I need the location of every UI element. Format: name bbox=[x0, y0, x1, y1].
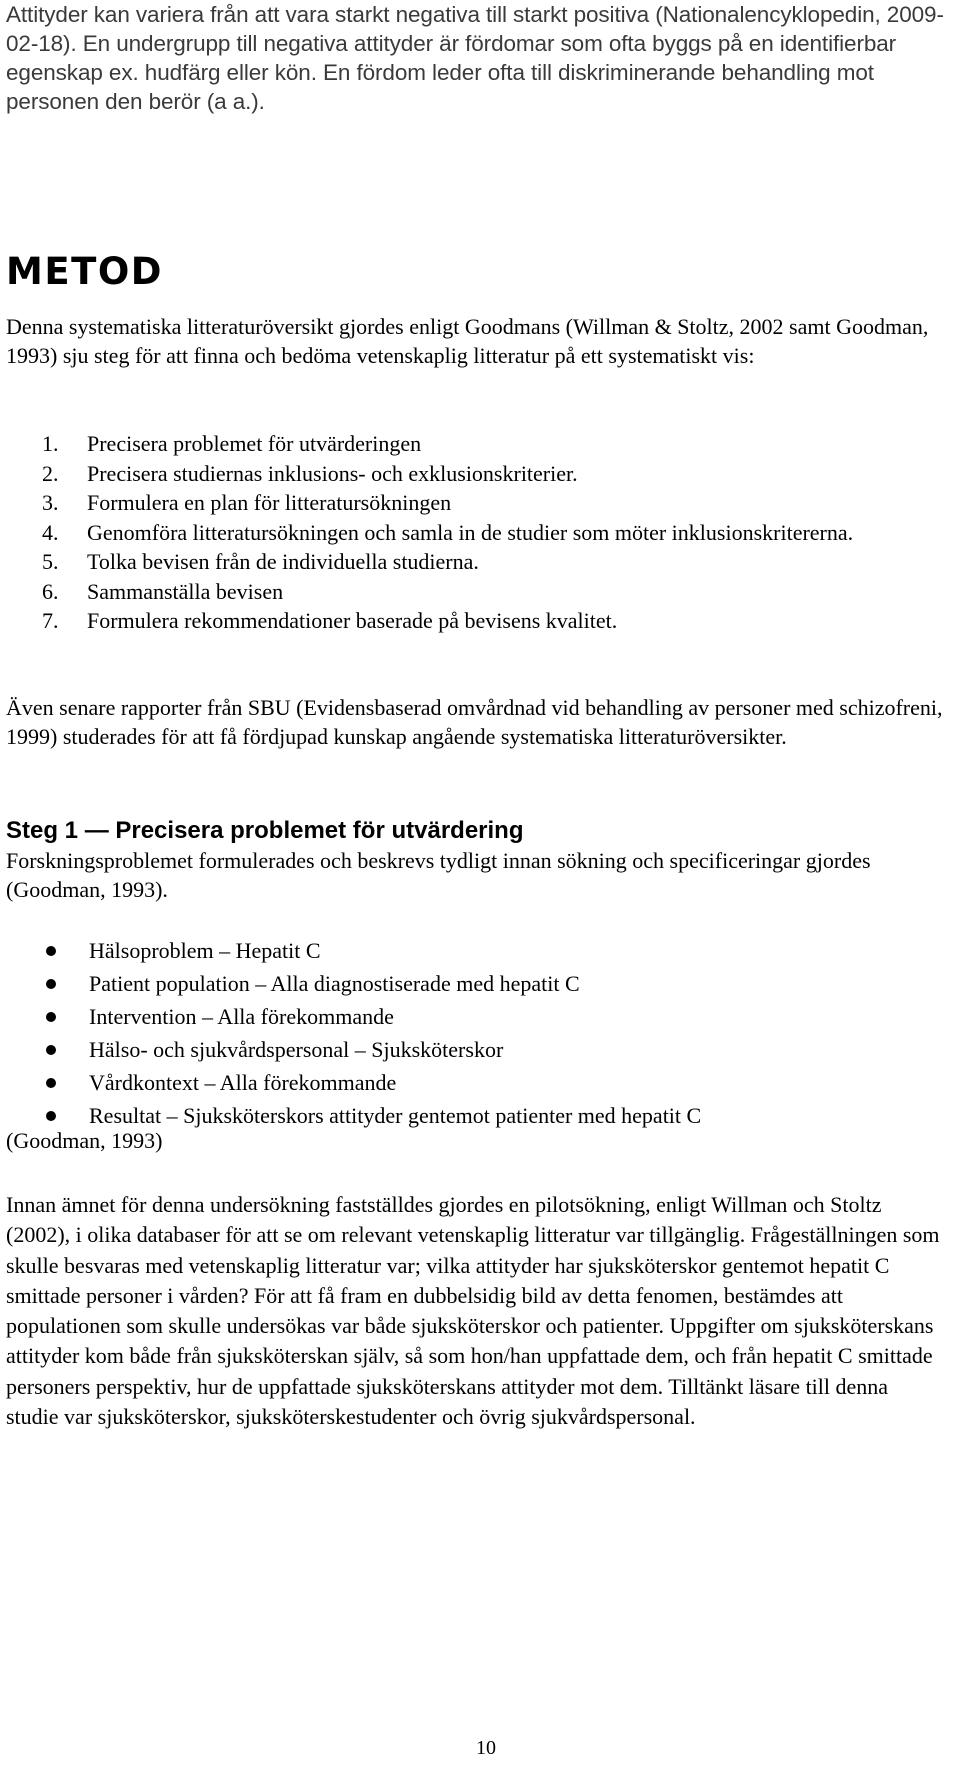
list-item-text: Precisera problemet för utvärderingen bbox=[87, 431, 422, 456]
bullets-citation: (Goodman, 1993) bbox=[6, 1128, 163, 1153]
bullet-icon bbox=[46, 979, 56, 989]
page-number: 10 bbox=[476, 1737, 496, 1759]
list-item-text: Genomföra litteratursökningen och samla in de studier som möter inklusionskritererna. bbox=[87, 519, 854, 545]
list-item bbox=[6, 459, 946, 489]
list-item-text: Hälso- och sjukvårdspersonal – Sjuksköterskor bbox=[89, 1037, 504, 1062]
bullet-icon bbox=[46, 946, 56, 956]
metod-paragraph: Denna systematiska litteraturöversikt gjordes enligt Goodmans (Willman & Stoltz, 2002 samt Goodman, 1993) sju steg för att finna och bedöma vetenskaplig litteratur på ett systematiskt vis: bbox=[6, 314, 929, 368]
list-item-text: Tolka bevisen från de individuella studierna. bbox=[87, 549, 479, 574]
list-item-number: 5. bbox=[42, 549, 59, 574]
list-item bbox=[6, 577, 946, 607]
list-item bbox=[6, 547, 946, 577]
bullet-list bbox=[6, 934, 946, 1132]
list-item-text: Vårdkontext – Alla förekommande bbox=[89, 1070, 397, 1095]
list-item-text: Hälsoproblem – Hepatit C bbox=[89, 938, 321, 963]
list-item bbox=[6, 606, 946, 636]
steps-list bbox=[6, 429, 946, 636]
steg1-heading: Steg 1 — Precisera problemet för utvärdering bbox=[6, 817, 524, 844]
bullet-icon bbox=[46, 1111, 56, 1121]
list-item-text: Precisera studiernas inklusions- och exklusionskriterier. bbox=[87, 460, 578, 486]
list-item bbox=[6, 518, 946, 548]
bullet-icon bbox=[46, 1012, 56, 1022]
list-item-text: Sammanställa bevisen bbox=[87, 578, 284, 604]
list-item bbox=[6, 967, 946, 1000]
list-item-number: 3. bbox=[42, 490, 59, 515]
list-item bbox=[6, 488, 946, 518]
list-item bbox=[6, 1000, 946, 1033]
intro-paragraph: Attityder kan variera från att vara starkt negativa till starkt positiva (Nationalencyklopedin, 2009-02-18). En undergrupp till negativa attityder är fördomar som ofta byggs på en identifierbar egenskap ex. hudfärg eller kön. En fördom leder ofta till diskriminerande behandling mot personen den berör (a a.). bbox=[6, 2, 944, 114]
bullet-icon bbox=[46, 1078, 56, 1088]
list-item bbox=[6, 1033, 946, 1066]
list-item-text: Resultat – Sjuksköterskors attityder gentemot patienter med hepatit C bbox=[89, 1103, 702, 1128]
list-item-text: Patient population – Alla diagnostiserade med hepatit C bbox=[89, 971, 580, 996]
steg1-paragraph: Forskningsproblemet formulerades och beskrevs tydligt innan sökning och specificeringar gjordes (Goodman, 1993). bbox=[6, 848, 871, 902]
section-heading-metod: METOD bbox=[6, 250, 163, 293]
list-item bbox=[6, 934, 946, 967]
list-item-text: Formulera rekommendationer baserade på bevisens kvalitet. bbox=[87, 608, 618, 633]
list-item-number: 1. bbox=[42, 431, 59, 456]
list-item-text: Formulera en plan för litteratursökningen bbox=[87, 490, 452, 515]
bullet-icon bbox=[46, 1045, 56, 1055]
final-paragraph: Innan ämnet för denna undersökning fastställdes gjordes en pilotsökning, enligt Willman och Stoltz (2002), i olika databaser för att se om relevant vetenskaplig litteratur var tillgänglig. Frågeställningen som skulle besvaras med vetenskaplig litteratur var; vilka attityder har sjuksköterskor gentemot hepatit C smittade personer i vården? För att få fram en dubbelsidig bild av detta fenomen, bestämdes att populationen som skulle undersökas var både sjuksköterskor och patienter. Uppgifter om sjuksköterskans attityder kom både från sjuksköterskan själv, så som hon/han uppfattade dem, och från hepatit C smittade personers perspektiv, hur de uppfattade sjuksköterskans attityder mot dem. Tilltänkt läsare till denna studie var sjuksköterskor, sjuksköterskestudenter och övrig sjukvårdspersonal. bbox=[6, 1192, 940, 1430]
list-item bbox=[6, 429, 946, 459]
list-item-number: 2. bbox=[42, 460, 59, 486]
list-item-number: 4. bbox=[42, 519, 59, 545]
list-item-number: 7. bbox=[42, 608, 59, 633]
list-item-number: 6. bbox=[42, 578, 59, 604]
list-item bbox=[6, 1066, 946, 1099]
sbu-paragraph: Även senare rapporter från SBU (Evidensbaserad omvårdnad vid behandling av personer med schizofreni, 1999) studerades för att få fördjupad kunskap angående systematiska litteraturöversikter. bbox=[6, 695, 943, 749]
list-item-text: Intervention – Alla förekommande bbox=[89, 1004, 394, 1029]
